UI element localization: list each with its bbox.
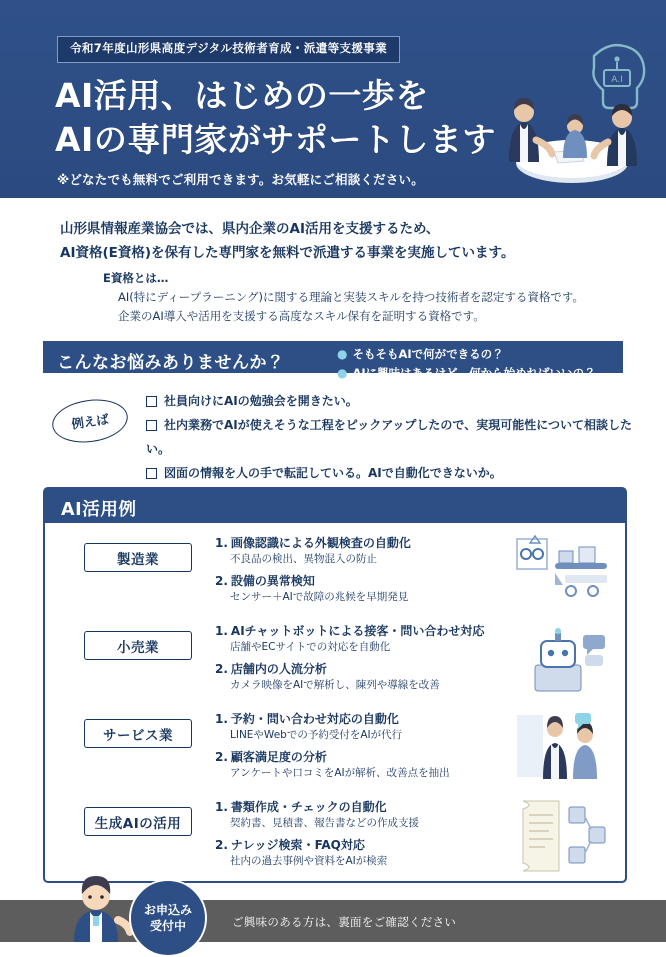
usecase-tag: 製造業: [84, 543, 192, 572]
usecase-item-number: 1.: [215, 624, 228, 638]
usecase-items: [215, 799, 505, 874]
worries-band: [43, 341, 623, 380]
worries-title: こんなお悩みありませんか？: [57, 353, 285, 373]
example-bubble: 例えば: [49, 395, 130, 447]
usecase-item-title-text: 書類作成・チェックの自動化: [230, 800, 387, 814]
person-center: [563, 114, 587, 158]
worries-bullet-1: [337, 364, 596, 383]
usecase-item-desc: カメラ映像をAIで解析し、陳列や導線を改善: [230, 679, 440, 691]
mascot-illustration: [62, 876, 136, 942]
usecase-item-title: [215, 573, 505, 590]
badge-line1: お申込み: [143, 902, 192, 917]
worries-bullet-1-text: AIに興味はあるけど、何から始めればいいの？: [352, 365, 596, 380]
usecase-item-number: 1.: [215, 536, 228, 550]
usecase-item: [215, 837, 505, 870]
usecase-row-manufacturing: [45, 529, 625, 613]
usecase-item-title: [215, 535, 505, 552]
usecase-item-title: [215, 837, 505, 854]
worries-bullet-0: [337, 345, 596, 364]
usecase-item-number: 1.: [215, 800, 228, 814]
usecase-item-title: [215, 623, 505, 640]
usecase-item-desc: 不良品の検出、異物混入の防止: [230, 553, 377, 566]
free-usage-note: ※どなたでも無料でご利用できます。お気軽にご相談ください。: [57, 172, 424, 187]
header-illustration: [476, 40, 666, 198]
usecase-item-title-text: 設備の異常検知: [230, 573, 315, 588]
usecase-item-title: [215, 661, 505, 678]
document-generation-illustration: [515, 797, 611, 873]
usecase-item-title-text: 店舗内の人流分析: [230, 661, 327, 676]
checklist-item-label: 社員向けにAIの勉強会を開きたい。: [164, 394, 358, 408]
ai-usecase-header: [45, 489, 625, 523]
usecase-items: [215, 711, 505, 786]
usecase-item-title: [215, 799, 505, 816]
usecase-item: [215, 573, 505, 606]
checklist-item: [146, 389, 646, 413]
checkbox-icon: [146, 396, 157, 407]
usecase-item-title-text: 画像認識による外観検査の自動化: [230, 536, 411, 550]
usecase-item-desc: アンケートや口コミをAIが解析、改善点を抽出: [230, 767, 450, 779]
ai-usecase-heading: AI活用例: [61, 500, 137, 520]
usecase-item-title-text: 顧客満足度の分析: [230, 749, 327, 764]
intro-line1: 山形県情報産業協会では、県内企業のAI活用を支援するため、: [60, 221, 440, 237]
worries-bullets: [337, 345, 596, 383]
usecase-item: [215, 661, 505, 694]
usecase-item-title: [215, 711, 505, 728]
usecase-items: [215, 623, 505, 698]
factory-illustration: [515, 533, 611, 609]
header-banner: [0, 0, 666, 198]
usecase-item: [215, 623, 505, 656]
usecase-item-desc: 契約書、見積書、報告書などの作成支援: [230, 817, 419, 830]
usecase-row-generative-ai: [45, 793, 625, 877]
intro-line2: AI資格(E資格)を保有した専門家を無料で派遣する事業を実施しています。: [60, 244, 515, 261]
usecase-item-desc: LINEやWebでの予約受付をAIが代行: [230, 729, 403, 742]
usecase-row-service: [45, 705, 625, 789]
usecase-item-title-text: ナレッジ検索・FAQ対応: [230, 837, 365, 852]
service-staff-illustration: [515, 709, 611, 785]
usecase-tag: 生成AIの活用: [84, 807, 192, 836]
worries-bullet-0-text: そもそもAIで何ができるの？: [352, 347, 504, 361]
badge-line2: 受付中: [149, 919, 186, 933]
e-qualification-heading: E資格とは…: [103, 271, 169, 285]
bullet-dot-icon: ●: [337, 347, 348, 361]
page-title-line1: AI活用、はじめの一歩を: [55, 76, 429, 115]
checkbox-icon: [146, 468, 157, 479]
ai-usecase-panel: [43, 487, 627, 883]
usecase-item-desc: 社内の過去事例や資料をAIが検索: [230, 855, 388, 867]
ai-head-icon: [593, 45, 644, 108]
usecase-item: [215, 535, 505, 568]
intro-text: [60, 218, 600, 265]
usecase-item-number: 2.: [215, 661, 228, 676]
usecase-item: [215, 711, 505, 744]
retail-robot-illustration: [515, 621, 611, 697]
program-ribbon: 令和7年度山形県高度デジタル技術者育成・派遣等支援事業: [57, 36, 400, 63]
usecase-item-number: 2.: [215, 837, 228, 852]
usecase-item-number: 1.: [215, 712, 228, 726]
usecase-item-number: 2.: [215, 749, 228, 764]
usecase-item: [215, 749, 505, 782]
ai-head-label: A.I: [611, 75, 623, 85]
usecase-items: [215, 535, 505, 610]
usecase-item-desc: 店舗やECサイトでの対応を自動化: [230, 641, 391, 654]
checklist-item: [146, 461, 646, 485]
usecase-item-desc: センサー＋AIで故障の兆候を早期発見: [230, 591, 409, 603]
checklist-item-label: 図面の情報を人の手で転記している。AIで自動化できないか。: [164, 466, 502, 480]
e-qualification-line2: 企業のAI導入や活用を支援する高度なスキル保有を証明する資格です。: [118, 308, 485, 323]
bullet-dot-icon: ●: [337, 365, 348, 380]
page-title-line2: AIの専門家がサポートします: [55, 119, 496, 159]
usecase-tag: 小売業: [84, 631, 192, 660]
usecase-item-title-text: AIチャットボットによる接客・問い合わせ対応: [230, 624, 485, 638]
usecase-item-number: 2.: [215, 573, 228, 588]
checklist-item-label: 社内業務でAIが使えそうな工程をピックアップしたので、実現可能性について相談したい。: [146, 418, 632, 456]
e-qualification-desc: [118, 288, 618, 325]
checklist-item: [146, 413, 646, 461]
usecase-item-title: [215, 749, 505, 766]
footer-note: ご興味のある方は、裏面をご確認ください: [232, 915, 457, 929]
usecase-item: [215, 799, 505, 832]
page-title: [55, 74, 525, 162]
e-qualification-line1: AI(特にディープラーニング)に関する理論と実装スキルを持つ技術者を認定する資格です。: [118, 290, 584, 304]
checkbox-icon: [146, 420, 157, 431]
usecase-row-retail: [45, 617, 625, 701]
usecase-tag: サービス業: [84, 719, 192, 748]
usecase-item-title-text: 予約・問い合わせ対応の自動化: [230, 712, 399, 726]
application-badge: [129, 879, 207, 957]
